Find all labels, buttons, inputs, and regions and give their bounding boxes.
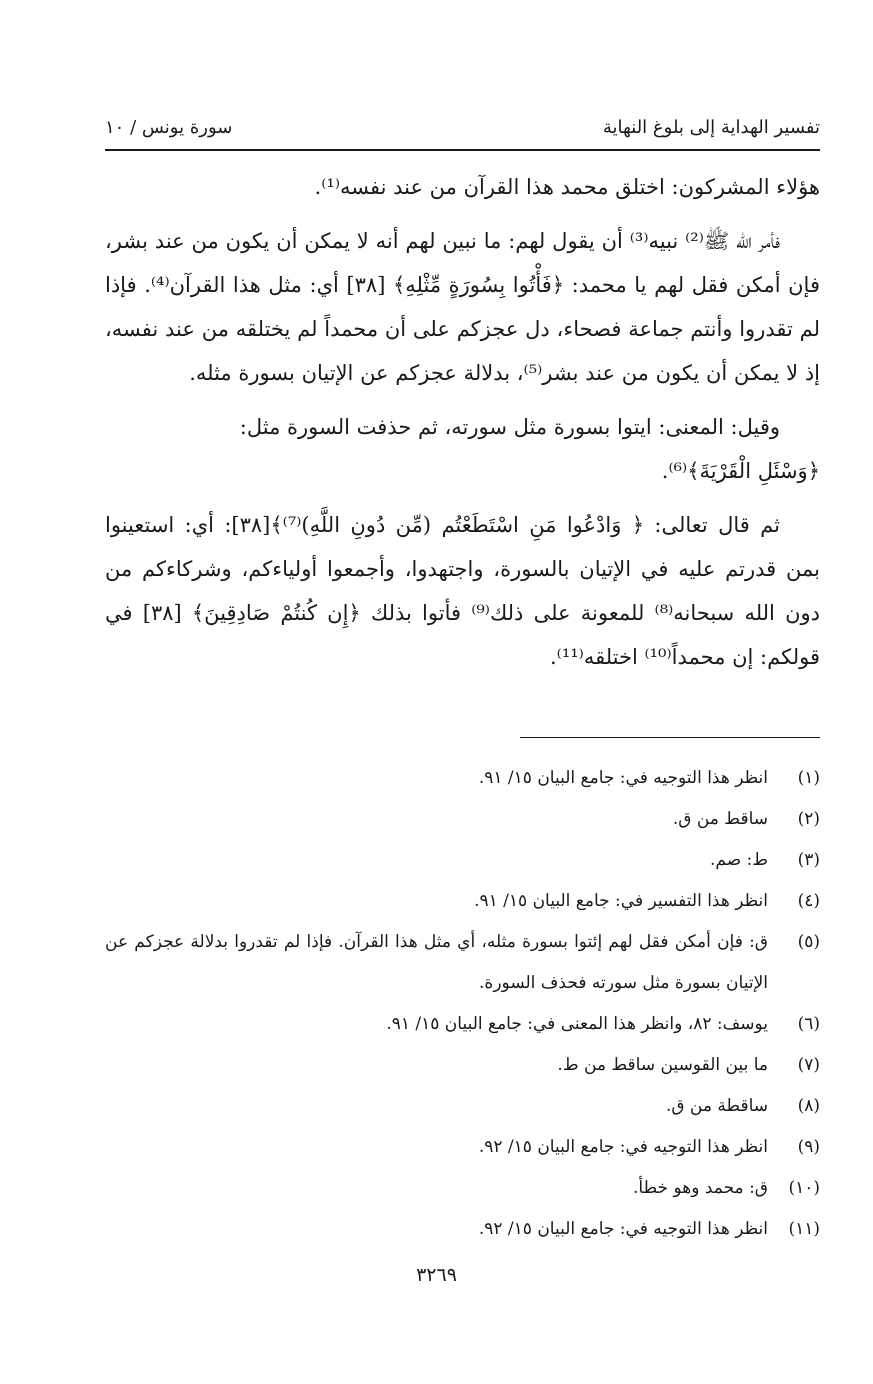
footnote (105, 840, 820, 881)
footnote-number: (٩) (797, 1137, 820, 1157)
footnote-number: (٤) (797, 891, 820, 911)
footnote-number: (٢) (797, 809, 820, 829)
footnote (105, 1168, 820, 1209)
footnote (105, 1045, 820, 1086)
footnote-number: (١٠) (788, 1178, 820, 1198)
footnote (105, 881, 820, 922)
paragraph: ثم قال تعالى: ﴿ وَادْعُوا مَنِ اسْتَطَعْتُم (مِّن دُونِ اللَّهِ)⁽⁷⁾﴾[٣٨]: أي: استعينوا بمن قدرتم عليه في الإتيان بالسورة، واجتهدوا، وأجمعوا أولياءكم، وشركاءكم من دون الله سبحانه⁽⁸⁾ للمعونة على ذلك⁽⁹⁾ فأتوا بذلك ﴿إِن كُنتُمْ صَادِقِينَ﴾ [٣٨] في قولكم: إن محمداً⁽¹⁰⁾ اختلقه⁽¹¹⁾. (105, 513, 820, 669)
footnote-text: انظر هذا التوجيه في: جامع البيان ١٥/ ٩٢. (478, 1137, 768, 1157)
footnote-number: (١١) (788, 1219, 820, 1239)
footnote-text: ط: صم. (709, 850, 768, 870)
footnote-number: (٨) (797, 1096, 820, 1116)
book-title: تفسير الهداية إلى بلوغ النهاية (602, 116, 820, 138)
footnote (105, 1004, 820, 1045)
paragraph: ﴿وَسْئَلِ الْقَرْيَةَ﴾⁽⁶⁾. (661, 459, 820, 483)
footnote (105, 758, 820, 799)
running-header (105, 112, 820, 142)
footnote-text: ق: فإن أمكن فقل لهم إئتوا بسورة مثله، أي مثل هذا القرآن. فإذا لم تقدروا بدلالة عجزكم عن الإتيان بسورة مثل سورته فحذف السورة. (105, 932, 768, 993)
footnote-text: ساقط من ق. (672, 809, 768, 829)
footnote-text: انظر هذا التوجيه في: جامع البيان ١٥/ ٩١. (478, 768, 768, 788)
paragraph: هؤلاء المشركون: اختلق محمد هذا القرآن من عند نفسه⁽¹⁾. (314, 175, 820, 199)
footnote-text: انظر هذا التفسير في: جامع البيان ١٥/ ٩١. (474, 891, 768, 911)
main-text (105, 165, 820, 689)
footnote (105, 922, 820, 1004)
footnotes (105, 758, 820, 1250)
paragraph: فأمر الله ﷺ⁽²⁾ نبيه⁽³⁾ أن يقول لهم: ما نبين لهم أنه لا يمكن أن يكون من عند بشر، فإن أمكن فقل لهم يا محمد: ﴿فَأْتُوا بِسُورَةٍ مِّثْلِهِ﴾ [٣٨] أي: مثل هذا القرآن⁽⁴⁾. فإذا لم تقدروا وأنتم جماعة فصحاء، دل عجزكم على أن محمداً لم يختلقه من عند نفسه، إذ لا يمكن أن يكون من عند بشر⁽⁵⁾، بدلالة عجزكم عن الإتيان بسورة مثله. (105, 229, 820, 385)
footnote-text: يوسف: ٨٢، وانظر هذا المعنى في: جامع البيان ١٥/ ٩١. (386, 1014, 768, 1034)
footnote-text: انظر هذا التوجيه في: جامع البيان ١٥/ ٩٢. (478, 1219, 768, 1239)
footnote-number: (٥) (797, 932, 820, 952)
footnote-number: (٣) (797, 850, 820, 870)
paragraph: وقيل: المعنى: ايتوا بسورة مثل سورته، ثم حذفت السورة مثل: (239, 415, 780, 439)
footnote (105, 1209, 820, 1250)
footnote-number: (٦) (797, 1014, 820, 1034)
footnote (105, 1086, 820, 1127)
footnote (105, 1127, 820, 1168)
footnote-text: ق: محمد وهو خطأ. (633, 1178, 768, 1198)
page-number: ٣٢٦٩ (416, 1264, 457, 1286)
footnote-number: (٧) (797, 1055, 820, 1075)
footnote-text: ساقطة من ق. (665, 1096, 768, 1116)
footnote-number: (١) (797, 768, 820, 788)
footnote-rule (520, 737, 820, 738)
surah-label: سورة يونس / ١٠ (105, 116, 233, 138)
footnote-text: ما بين القوسين ساقط من ط. (557, 1055, 768, 1075)
header-rule (105, 149, 820, 151)
footnote (105, 799, 820, 840)
